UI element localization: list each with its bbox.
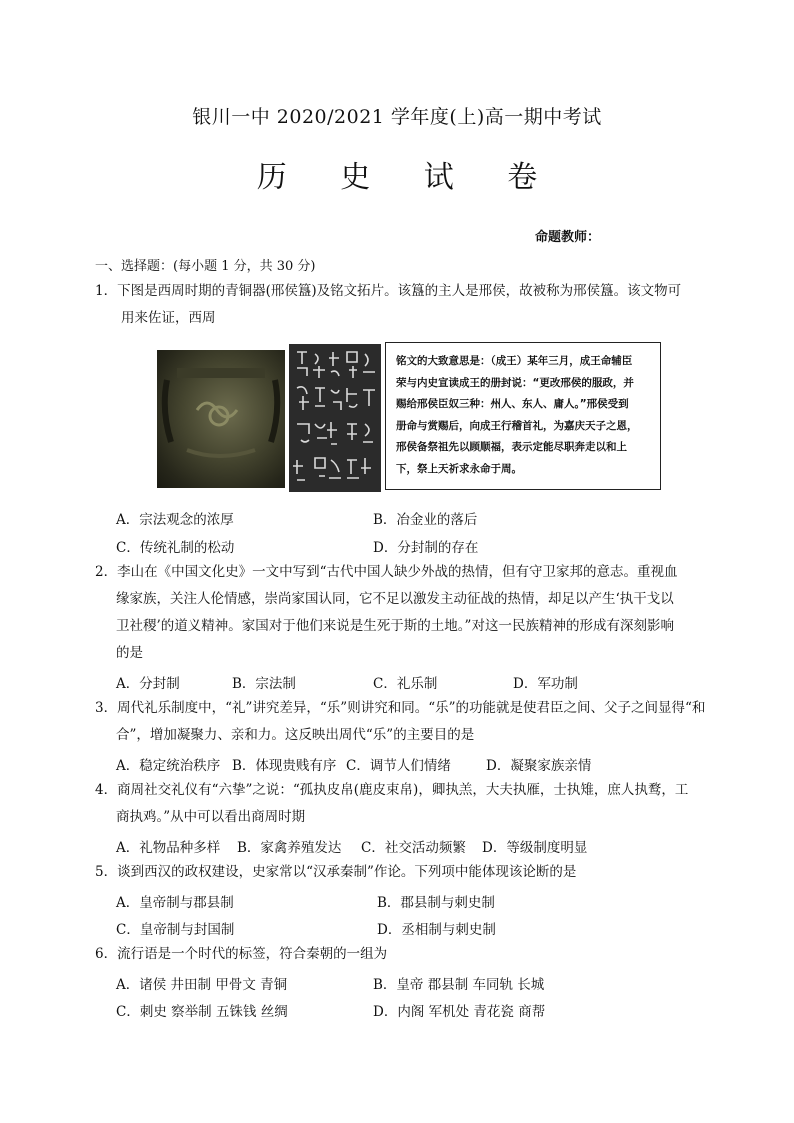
inscription-rubbing-image	[289, 344, 381, 492]
question-6-line-1: 6．流行语是一个时代的标签，符合秦朝的一组为	[95, 946, 388, 962]
caption-line-1: 铭文的大致意思是：（成王）某年三月，成王命辅臣	[396, 355, 633, 367]
author-label: 命题教师：	[535, 230, 601, 245]
question-6-option-d[interactable]: D．内阁 军机处 青花瓷 商帮	[373, 1004, 546, 1020]
question-3-option-d[interactable]: D．凝聚家族亲情	[486, 758, 592, 774]
question-1-option-d[interactable]: D．分封制的存在	[373, 540, 479, 556]
question-3-option-b[interactable]: B．体现贵贱有序	[232, 758, 337, 774]
question-2-option-c[interactable]: C．礼乐制	[373, 676, 438, 692]
question-4-option-a[interactable]: A．礼物品种多样	[116, 840, 221, 856]
question-4-option-c[interactable]: C．社交活动频繁	[361, 840, 466, 856]
question-2-line-1: 2．李山在《中国文化史》一文中写到“古代中国人缺少外战的热情，但有守卫家邦的意志。重视血	[95, 564, 678, 580]
question-1-line-2: 用来佐证，西周	[121, 310, 216, 326]
question-2-option-a[interactable]: A．分封制	[116, 676, 180, 692]
question-3-line-1: 3．周代礼乐制度中，“礼”讲究差异，“乐”则讲究和同。“乐”的功能就是使君臣之间、父子之间显得“和	[95, 700, 706, 716]
question-3-option-a[interactable]: A．稳定统治秩序	[116, 758, 221, 774]
question-5-option-c[interactable]: C．皇帝制与封国制	[116, 922, 235, 938]
exam-subject-title: 历 史 试 卷	[256, 160, 560, 195]
question-4-line-2: 商执鸡。”从中可以看出商周时期	[116, 809, 306, 825]
question-6-option-c[interactable]: C．刺史 察举制 五铢钱 丝绸	[116, 1004, 288, 1020]
question-5-option-b[interactable]: B．郡县制与刺史制	[377, 895, 495, 911]
bronze-vessel-icon	[157, 350, 285, 488]
question-2-line-4: 的是	[116, 645, 143, 661]
question-1-option-c[interactable]: C．传统礼制的松动	[116, 540, 235, 556]
question-4-option-b[interactable]: B．家禽养殖发达	[237, 840, 342, 856]
question-5-option-a[interactable]: A．皇帝制与郡县制	[116, 895, 234, 911]
caption-line-4: 册命与赏赐后，向成王行稽首礼，为嘉庆天子之恩，	[396, 419, 638, 432]
question-1-option-b[interactable]: B．冶金业的落后	[373, 512, 478, 528]
caption-line-5: 邢侯备祭祖先以顾顺福，表示定能尽职奔走以和上	[396, 441, 627, 453]
caption-line-3: 赐给邢侯臣奴三种：州人、东人、庸人。”邢侯受到	[396, 398, 629, 410]
bronze-vessel-image	[157, 350, 285, 488]
question-4-option-d[interactable]: D．等级制度明显	[482, 840, 588, 856]
caption-line-6: 下，祭上天祈求永命于周。	[396, 462, 522, 475]
inscription-caption-box	[385, 342, 661, 490]
rubbing-glyphs-icon	[289, 344, 381, 492]
question-2-line-2: 缘家族，关注人伦情感，崇尚家国认同，它不足以激发主动征战的热情，却足以产生‘执干戈以	[116, 591, 674, 607]
question-4-line-1: 4．商周社交礼仪有“六挚”之说：“孤执皮帛(鹿皮束帛)，卿执羔，大夫执雁，士执雉，庶人执鹜，工	[95, 782, 689, 798]
question-3-option-c[interactable]: C．调节人们情绪	[346, 758, 451, 774]
question-5-option-d[interactable]: D．丞相制与刺史制	[377, 922, 496, 938]
question-2-option-b[interactable]: B．宗法制	[232, 676, 296, 692]
question-1-option-a[interactable]: A．宗法观念的浓厚	[116, 512, 234, 528]
question-2-line-3: 卫社稷’的道义精神。家国对于他们来说是生死于斯的土地。”对这一民族精神的形成有深刻影响	[116, 618, 674, 634]
question-2-option-d[interactable]: D．军功制	[513, 676, 578, 692]
figure-bronze-and-inscription	[157, 342, 664, 494]
exam-title: 银川一中 2020/2021 学年度(上)高一期中考试	[192, 106, 602, 128]
question-3-line-2: 合”，增加凝聚力、亲和力。这反映出周代“乐”的主要目的是	[116, 727, 475, 743]
question-1-line-1: 1．下图是西周时期的青铜器(邢侯簋)及铭文拓片。该簋的主人是邢侯，故被称为邢侯簋。该文物可	[95, 283, 682, 299]
question-6-option-b[interactable]: B．皇帝 郡县制 车同轨 长城	[373, 977, 545, 993]
question-6-option-a[interactable]: A．诸侯 井田制 甲骨文 青铜	[116, 977, 288, 993]
question-5-line-1: 5．谈到西汉的政权建设，史家常以“汉承秦制”作论。下列项中能体现该论断的是	[95, 864, 577, 880]
caption-line-2: 荣与内史宣读成王的册封说：“更改邢侯的服政，并	[396, 376, 634, 389]
section-heading: 一、选择题：(每小题 1 分，共 30 分)	[95, 259, 316, 274]
